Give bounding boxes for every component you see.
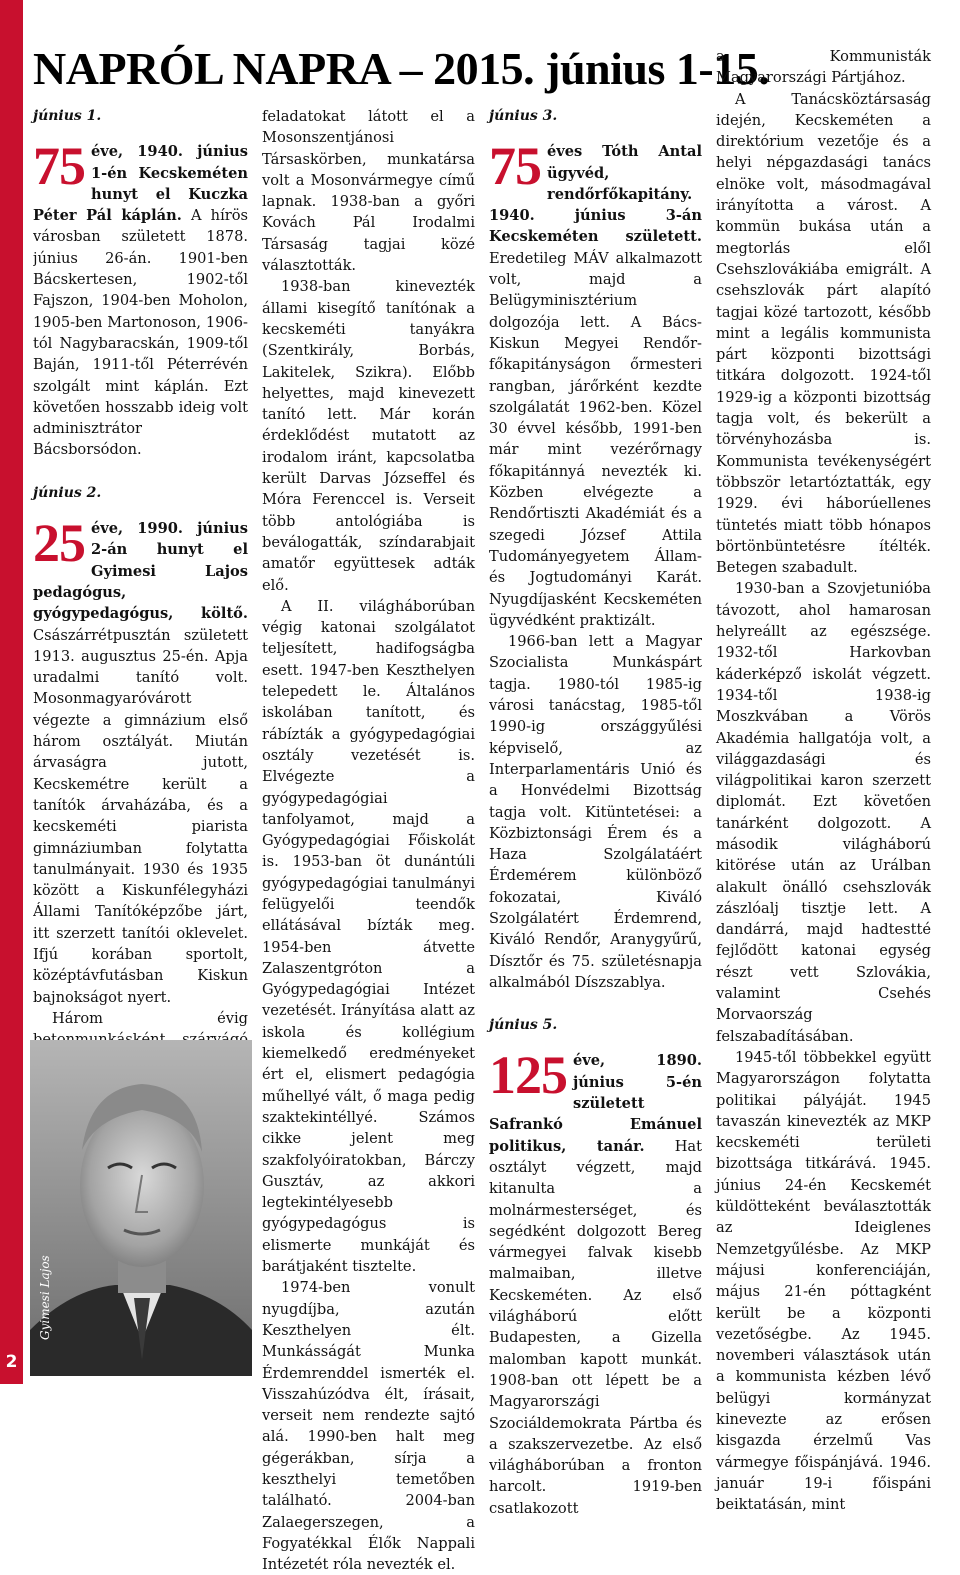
- article-paragraph: a Kommunisták Magyarországi Pártjához.: [716, 48, 931, 87]
- article-paragraph: 1966-ban lett a Magyar Szocialista Munkáspárt tagja. 1980-tól 1985-ig városi tanácstag, 1985-től 1990-ig országgyűlési képviselő, az Interparlamentáris Unió és a Honvédelmi Bizottság tagja volt. Kitüntetései: a Közbiztonsági Érem és a Haza Szolgálatáért Érdemérem különböző fokozatai, Kiváló Szolgálatért Érdemrend, Kiváló Rendőr, Aranygyűrű, Dísztőr és 75. születésnapja alkalmából Díszszablya.: [489, 633, 702, 991]
- article-paragraph: feladatokat látott el a Mosonszentjánosi Társaskörben, munkatársa volt a Mosonvármegye című lapnak. 1938-ban a győri Kovách Pál Irodalmi Társaság tagjai közé választották.: [262, 108, 475, 275]
- article-paragraph: 1974-ben vonult nyugdíjba, azután Keszthelyen élt. Munkásságát Munka Érdemrenddel ismerték el. Visszahúzódva élt, írásait, verseit nem rendezte sajtó alá. 1990-ben halt meg gégerákban, sírja a keszthelyi temetőben található. 2004-ban Zalaegerszegen, a Fogyatékkal Élők Nappali Intézetét róla nevezték el.: [262, 1279, 475, 1574]
- page-number: 2: [5, 1352, 18, 1372]
- page-sidebar-stripe: [0, 0, 23, 1384]
- anniversary-lead: éve, 1990. június 2-án hunyt el: [91, 520, 248, 559]
- portrait-image: [30, 1040, 252, 1376]
- date-heading-june-1: június 1.: [33, 108, 102, 124]
- person-name: született Safrankó Emánuel politikus, tanár.: [489, 1095, 702, 1155]
- anniversary-lead: éve, 1940. június 1-én Kecskeméten hunyt el: [91, 143, 248, 203]
- date-heading-june-2: június 2.: [33, 484, 102, 501]
- article-text: Császárrétpusztán született 1913. augusztus 25-én. Apja uradalmi tanító volt. Mosonmagyaróvárott végezte a gimnázium első három osztályát. Miután árvaságra jutott, Kecskemétre került a tanítók árvaházába, és a kecskeméti piarista gimnáziumban folytatta tanulmányait. 1930 és 1935 között a Kiskunfélegyházi Állami Tanítóképzőbe járt, itt szerzett tanítói oklevelet. Ifjú korában sportolt, középtávfutásban Kiskun bajnokságot nyert.: [33, 626, 248, 1006]
- article-text: A hírös városban született 1878. június 26-án. 1901-ben Bácskertesen, 1902-től Fajszon, 1904-ben Moholon, 1905-ben Martonoson, 1906-tól Nagybaracskán, 1909-től Baján, 1911-től Péterrévén szolgált mint káplán. Ezt követően hosszabb ideig volt adminisztrátor Bácsborsódon.: [33, 207, 248, 459]
- article-paragraph: Három évig: [51, 1009, 248, 1027]
- anniversary-number: 25: [33, 518, 85, 574]
- article-paragraph: A Tanácsköztársaság idején, Kecskeméten a direktórium vezetője és a helyi népgazdasági tanács elnöke volt, másodmagával irányította a várost. A kommün bukása után a megtorlás elől Csehszlovákiába emigrált. A csehszlovák párt alapító tagjai közé tartozott, később mint a legális kommunista párt központi bizottsági titkára dolgozott. 1924-től 1929-ig a központi bizottság tagja volt, és bekerült a törvényhozásba is. Kommunista tevékenységért többször letartóztatták, egy 1929. évi háborúellenes tüntetés miatt több hónapos börtönbüntetésre ítélték. Betegen szabadult.: [716, 90, 931, 577]
- person-name: Gyimesi Lajos pedagógus, gyógypedagógus, költő.: [33, 562, 248, 623]
- portrait-photo: [30, 1040, 252, 1376]
- anniversary-kuczka: [33, 141, 248, 460]
- date-heading-june-5: június 5.: [489, 1017, 558, 1034]
- person-name: Kuczka Péter Pál káplán.: [33, 185, 248, 225]
- anniversary-toth: [489, 141, 702, 993]
- anniversary-number: 125: [489, 1050, 567, 1106]
- column-1: [33, 106, 248, 1114]
- anniversary-lead: éve, 1890. június 5-én: [573, 1052, 702, 1091]
- article-paragraph: 1930-ban a Szovjetunióba távozott, ahol hamarosan helyreállt az egészsége. 1932-től Harkovban káderképző iskolát végzett. 1934-től 1938-ig Moszkvában a Vörös Akadémia hallgatója volt, a világgazdasági és világpolitikai karon szerzett diplomát. Ezt követően tanárként dolgozott. A második világháború kitörése után az Urálban alakult önálló csehszlovák zászlóalj tisztje lett. A dandárrá, majd hadtestté fejlődött katonai egység részt vett Szlovákia, valamint Csehés Morvaország felszabadításában.: [716, 580, 931, 1045]
- photo-caption: Gyimesi Lajos: [38, 1255, 52, 1340]
- anniversary-safranko: [489, 1050, 702, 1519]
- article-paragraph: A II. világháborúban végig katonai szolgálatot teljesített, hadifogságba esett. 1947-ben Keszthelyen telepedett le. Általános iskolában tanított, és rábízták a gyógypedagógiai osztály vezetését is. Elvégezte a gyógypedagógiai tanfolyamot, majd a Gyógypedagógiai Főiskolát is. 1953-ban öt dunántúli gyógypedagógiai tanulmányi felügyelői teendők ellátásával bízták meg. 1954-ben átvette Zalaszentgróton a Gyógypedagógiai Intézet vezetését. Irányítása alatt az iskola és kollégium kiemelkedő eredményeket ért el, elismert pedagógia műhellyé vált, ő maga pedig szaktekintéllyé. Számos cikke jelent meg szakfolyóiratokban, Bárczy Gusztáv, az akkori legtekintélyesebb gyógypedagógus is elismerte munkáját és barátjaként tisztelte.: [262, 597, 476, 1276]
- anniversary-number: 75: [489, 141, 541, 197]
- article-paragraph: 1945-től többekkel együtt Magyarországon folytatta politikai pályáját. 1945 tavaszán kinevezték az MKP kecskeméti területi bizottsága titkárává. 1945. június 24-én Kecskemét küldötteként beválasztották az Ideiglenes Nemzetgyűlésbe. Az MKP májusi konferenciáján, május 21-én póttagként került be a központi vezetőségbe. Az 1945. novemberi választások után a kommunista kézben lévő belügyi kormányzat kinevezte az erősen kisgazda érzelmű Vas vármegye főispánjává. 1946. január 19-i főispáni beiktatásán, mint: [716, 1048, 931, 1514]
- column-4: [716, 46, 931, 1515]
- article-paragraph: 1938-ban kinevezték állami kisegítő tanítónak a kecskeméti tanyákra (Szentkirály, Borbás, Lakitelek, Szikra). Előbb helyettes, majd kinevezett tanító lett. Már korán érdeklődést mutatott az irodalom iránt, kapcsolatba került Darvas Józseffel és Móra Ferenccel is. Verseit több antológiába is beválogatták, színdarabjait amatőr együttesek adták elő.: [262, 278, 475, 594]
- anniversary-number: 75: [33, 141, 85, 197]
- article-text: Hat osztályt végzett, majd kitanulta a molnármesterséget, és segédként dolgozott Bereg vármegyei falvak kisebb malmaiban, illetve Kecskeméten. Az első világháború előtt Budapesten, a Gizella malomban kapott munkát. 1908-ban ott lépett be a Magyarországi Szociáldemokrata Pártba és a szakszervezetbe. Az első világháborúban a fronton harcolt. 1919-ben csatlakozott: [489, 1137, 702, 1517]
- date-heading-june-3: június 3.: [489, 108, 558, 124]
- column-2: [262, 106, 475, 1575]
- person-name: éves Tóth Antal ügyvéd, rendőrfőkapitány. 1940. június 3-án Kecskeméten született.: [489, 143, 702, 246]
- article-text: Eredetileg MÁV alkalmazott volt, majd a Belügyminisztérium dolgozója lett. A Bács-Kiskun Megyei Rendőr-főkapitányságon őrmesteri rangban, járőrként kezdte szolgálatát 1962-ben. Közel 30 évvel később, 1991-ben már mint vezérőrnagy főkapitánnyá nevezték ki. Közben elvégezte a Rendőrtiszti Akadémiát és a szegedi József Attila Tudományegyetem Állam- és Jogtudományi Karát. Nyugdíjasként Kecskeméten ügyvédként praktizált.: [489, 249, 702, 629]
- column-3: [489, 106, 702, 1519]
- anniversary-gyimesi: [33, 518, 248, 1114]
- page-title: NAPRÓL NAPRA – 2015. június 1-15.: [33, 43, 770, 94]
